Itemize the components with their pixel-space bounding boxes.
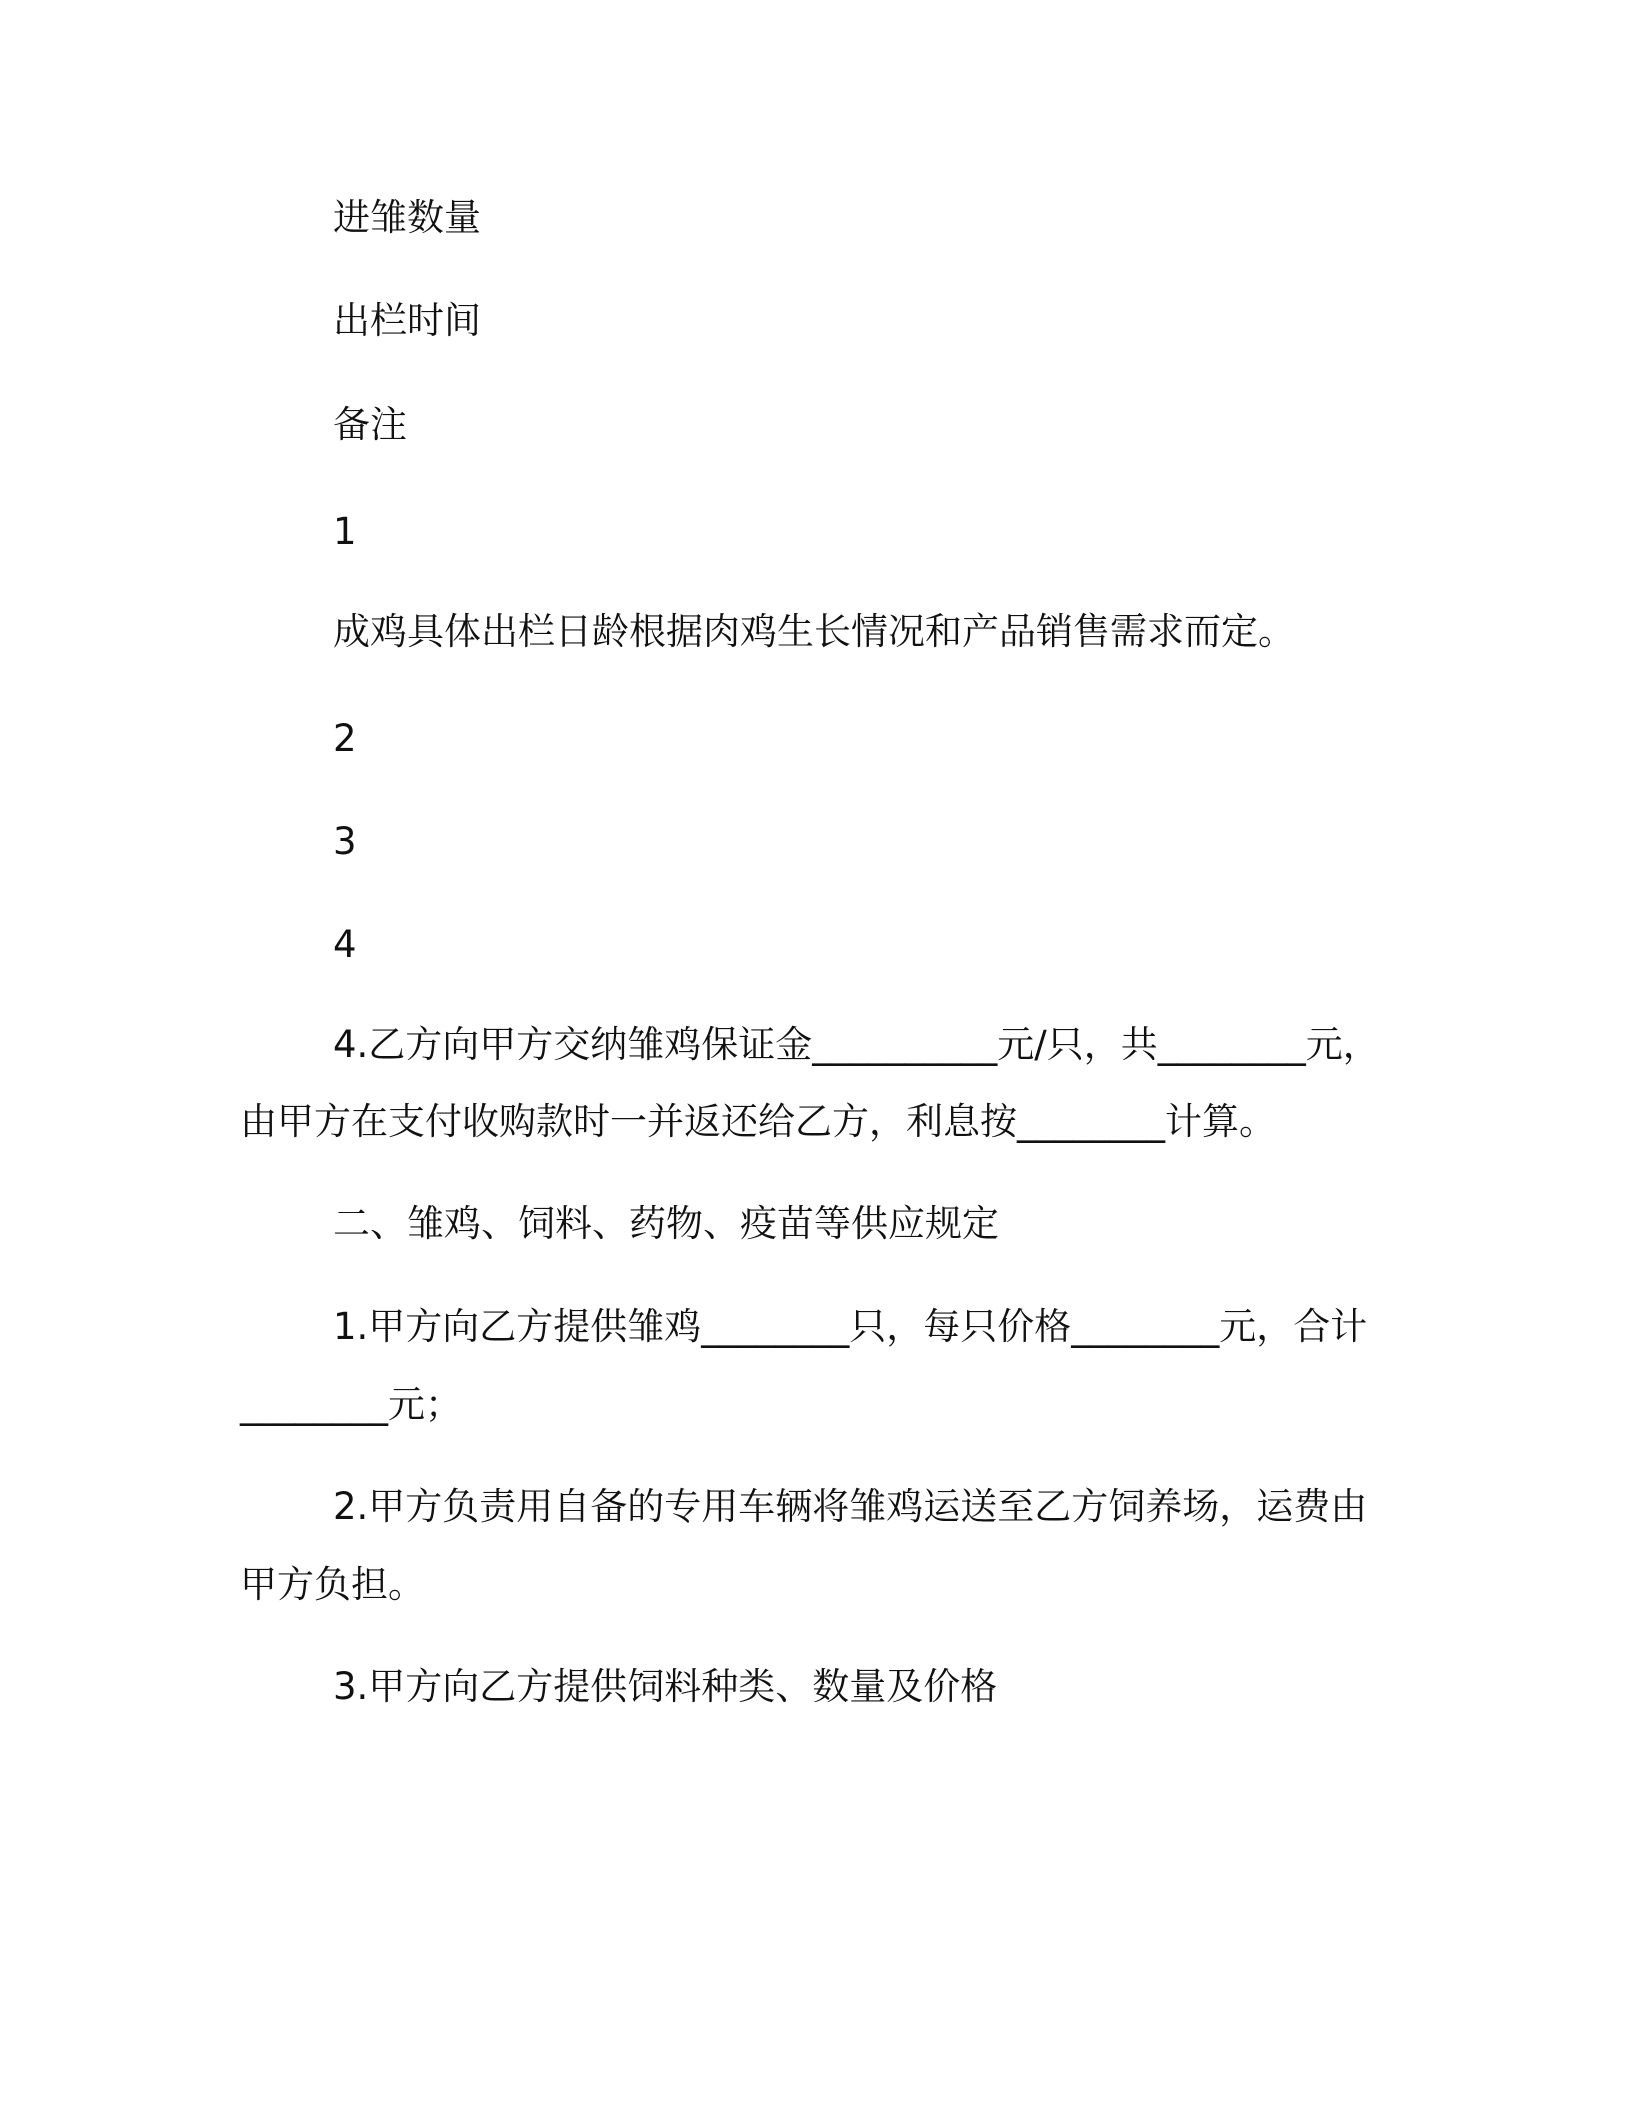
text-line-slaughter-age-note: 成鸡具体出栏日龄根据肉鸡生长情况和产品销售需求而定。 [333, 610, 1295, 653]
section-heading-supply-rules: 二、雏鸡、饲料、药物、疫苗等供应规定 [333, 1202, 999, 1245]
text-line-chick-supply-clause-continued: ________元； [240, 1383, 462, 1426]
text-line-number-4: 4 [333, 923, 357, 966]
text-line-number-1: 1 [333, 510, 357, 553]
text-line-slaughter-time: 出栏时间 [333, 299, 481, 342]
text-line-chick-quantity: 进雏数量 [333, 196, 481, 239]
text-line-chick-supply-clause: 1.甲方向乙方提供雏鸡________只，每只价格________元，合计 [333, 1305, 1368, 1348]
text-line-remarks: 备注 [333, 403, 407, 446]
text-line-feed-supply-clause: 3.甲方向乙方提供饲料种类、数量及价格 [333, 1665, 998, 1708]
text-line-deposit-clause-continued: 由甲方在支付收购款时一并返还给乙方，利息按________计算。 [240, 1100, 1276, 1143]
text-line-transport-clause-continued: 甲方负担。 [240, 1563, 425, 1606]
text-line-transport-clause: 2.甲方负责用自备的专用车辆将雏鸡运送至乙方饲养场，运费由 [333, 1485, 1368, 1528]
text-line-deposit-clause: 4.乙方向甲方交纳雏鸡保证金__________元/只，共________元， [333, 1023, 1380, 1066]
text-line-number-3: 3 [333, 820, 357, 863]
text-line-number-2: 2 [333, 717, 357, 760]
